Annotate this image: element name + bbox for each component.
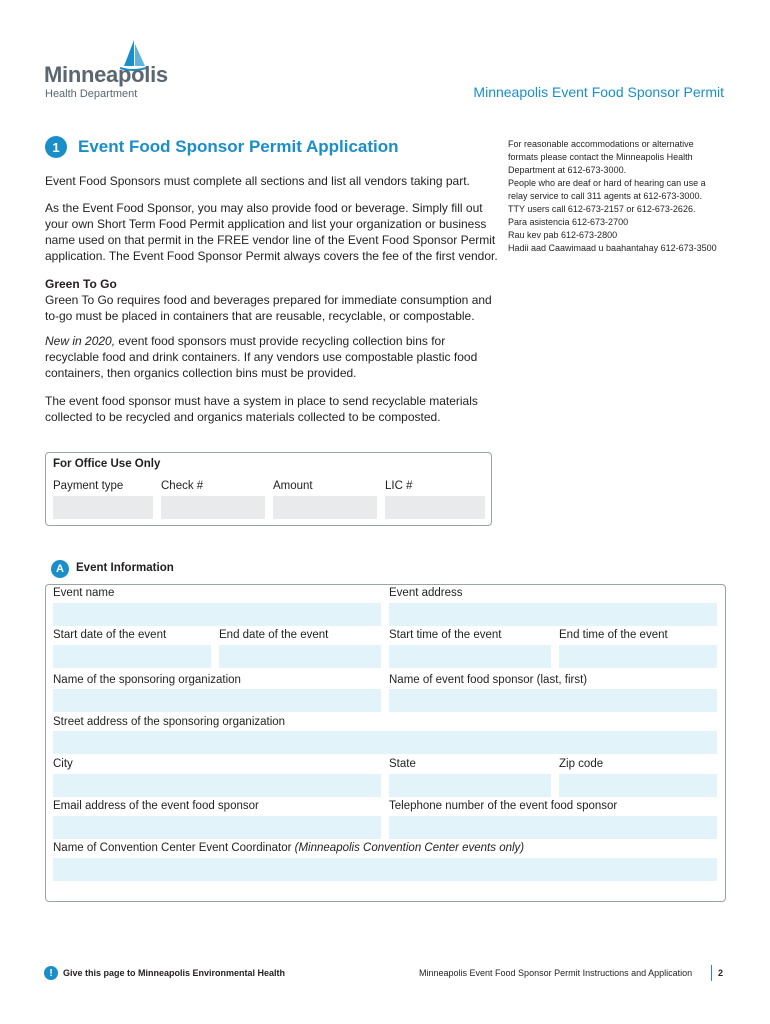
start-time-field[interactable] [389,645,551,668]
coordinator-label-note: (Minneapolis Convention Center events only) [294,842,525,854]
green-to-go-heading: Green To Go [45,277,117,291]
lic-number-label: LIC # [385,480,413,492]
check-number-label: Check # [161,480,204,492]
coordinator-field[interactable] [53,858,717,881]
footer-instruction: Give this page to Minneapolis Environmental Health [63,968,286,978]
logo-subtitle: Health Department [45,88,138,100]
lic-number-field[interactable] [385,496,485,519]
start-date-label: Start date of the event [53,629,167,641]
page-number: 2 [718,968,724,978]
food-sponsor-name-label: Name of event food sponsor (last, first) [389,674,588,686]
amount-field[interactable] [273,496,377,519]
accessibility-note-line: Para asistencia 612-673-2700 [508,217,629,227]
sponsoring-organization-label: Name of the sponsoring organization [53,674,241,686]
green-to-go-paragraph: Green To Go requires food and beverages prepared for immediate consumption and to-go must be placed in containers that are reusable, recyclable, or compostable. [45,293,492,323]
payment-type-field[interactable] [53,496,153,519]
end-time-label: End time of the event [559,629,668,641]
email-label: Email address of the event food sponsor [53,800,259,812]
accessibility-note-line: Hadii aad Caawimaad u baahantahay 612-673-3500 [508,243,717,253]
end-date-label: End date of the event [219,629,329,641]
city-field[interactable] [53,774,381,797]
alert-icon: ! [44,966,58,980]
footer-document-title: Minneapolis Event Food Sponsor Permit Instructions and Application [419,968,693,978]
new-in-2020-paragraph [45,333,500,381]
event-name-field[interactable] [53,603,381,626]
accessibility-note-line: People who are deaf or hard of hearing can use a [508,178,706,188]
coordinator-label [53,842,524,854]
telephone-label: Telephone number of the event food sponsor [389,800,618,812]
sponsoring-organization-field[interactable] [53,689,381,712]
payment-type-label: Payment type [53,480,124,492]
end-time-field[interactable] [559,645,717,668]
zip-code-label: Zip code [559,758,604,770]
telephone-field[interactable] [389,816,717,839]
city-label: City [53,758,73,770]
email-field[interactable] [53,816,381,839]
logo-title: Minneapolis [44,62,168,87]
street-address-field[interactable] [53,731,717,754]
state-field[interactable] [389,774,551,797]
section-a-title: Event Information [76,562,174,574]
document-title: Minneapolis Event Food Sponsor Permit [473,84,724,100]
start-date-field[interactable] [53,645,211,668]
coordinator-label-text: Name of Convention Center Event Coordinator [53,842,295,854]
event-address-label: Event address [389,587,463,599]
zip-code-field[interactable] [559,774,717,797]
accessibility-note-line: TTY users call 612-673-2157 or 612-673-2626. [508,204,696,214]
accessibility-note-line: For reasonable accommodations or alternative [508,139,694,149]
end-date-field[interactable] [219,645,381,668]
event-address-field[interactable] [389,603,717,626]
office-use-title: For Office Use Only [53,458,161,470]
section-title: Event Food Sponsor Permit Application [78,137,399,156]
amount-label: Amount [273,480,313,492]
food-sponsor-name-field[interactable] [389,689,717,712]
intro-paragraph: Event Food Sponsors must complete all sections and list all vendors taking part. [45,174,470,188]
footer-divider [711,965,712,981]
state-label: State [389,758,416,770]
accessibility-note-line: Department at 612-673-3000. [508,165,627,175]
accessibility-note-line: formats please contact the Minneapolis Health [508,152,693,162]
section-number-badge: 1 [45,136,67,158]
check-number-field[interactable] [161,496,265,519]
accessibility-note-line: Rau kev pab 612-673-2800 [508,230,618,240]
new-in-2020-text: event food sponsors must provide recycling collection bins for recyclable food and drink containers. If any vendors use compostable plastic food containers, then organics collection bins must be provided. [45,334,478,380]
start-time-label: Start time of the event [389,629,502,641]
accessibility-note-line: relay service to call 311 agents at 612-673-3000. [508,191,702,201]
street-address-label: Street address of the sponsoring organization [53,716,286,728]
event-name-label: Event name [53,587,115,599]
accessibility-note [508,138,733,255]
recycling-system-paragraph: The event food sponsor must have a system in place to send recyclable materials collected to be recycled and organics materials collected to be composted. [45,394,478,424]
section-a-badge: A [51,560,69,578]
new-in-2020-prefix: New in 2020, [45,334,116,348]
sponsor-paragraph: As the Event Food Sponsor, you may also provide food or beverage. Simply fill out your own Short Term Food Permit application and list your organization or business name used on that permit in the FREE vendor line of the Event Food Sponsor Permit application. The Event Food Sponsor Permit always covers the fee of the first vendor. [45,201,498,263]
